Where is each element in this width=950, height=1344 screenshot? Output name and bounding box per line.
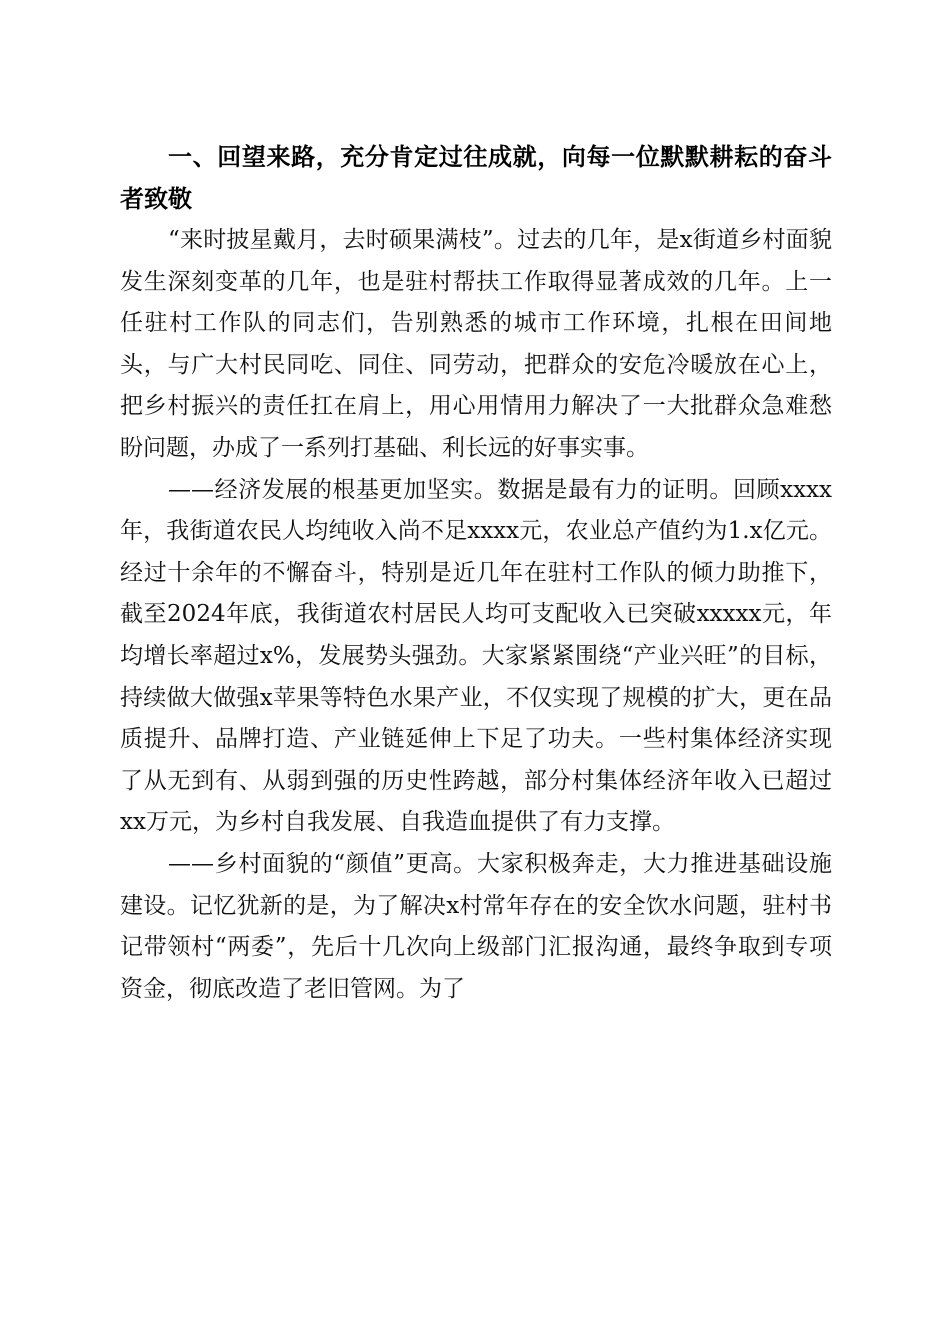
section-heading: 一、回望来路，充分肯定过往成就，向每一位默默耕耘的奋斗者致敬 xyxy=(120,143,832,213)
paragraph-village-appearance: ——乡村面貌的“颜值”更高。大家积极奔走，大力推进基础设施建设。记忆犹新的是，为了解决x村常年存在的安全饮水问题，驻村书记带领村“两委”，先后十几次向上级部门汇报沟通，最终争取到专项资金，彻底改造了老旧管网。为了 xyxy=(120,850,832,1002)
document-body xyxy=(120,136,832,1010)
paragraph-intro: “来时披星戴月，去时硕果满枝”。过去的几年，是x街道乡村面貌发生深刻变革的几年，也是驻村帮扶工作取得显著成效的几年。上一任驻村工作队的同志们，告别熟悉的城市工作环境，扎根在田间地头，与广大村民同吃、同住、同劳动，把群众的安危冷暖放在心上，把乡村振兴的责任扛在肩上，用心用情用力解决了一大批群众急难愁盼问题，办成了一系列打基础、利长远的好事实事。 xyxy=(120,227,832,461)
paragraph-economy: ——经济发展的根基更加坚实。数据是最有力的证明。回顾xxxx年，我街道农民人均纯收入尚不足xxxx元，农业总产值约为1.x亿元。经过十余年的不懈奋斗，特别是近几年在驻村工作队的倾力助推下，截至2024年底，我街道农村居民人均可支配收入已突破xxxxx元，年均增长率超过x%，发展势头强劲。大家紧紧围绕“产业兴旺”的目标，持续做大做强x苹果等特色水果产业，不仅实现了规模的扩大，更在品质提升、品牌打造、产业链延伸上下足了功夫。一些村集体经济实现了从无到有、从弱到强的历史性跨越，部分村集体经济年收入已超过xx万元，为乡村自我发展、自我造血提供了有力支撑。 xyxy=(120,476,832,836)
